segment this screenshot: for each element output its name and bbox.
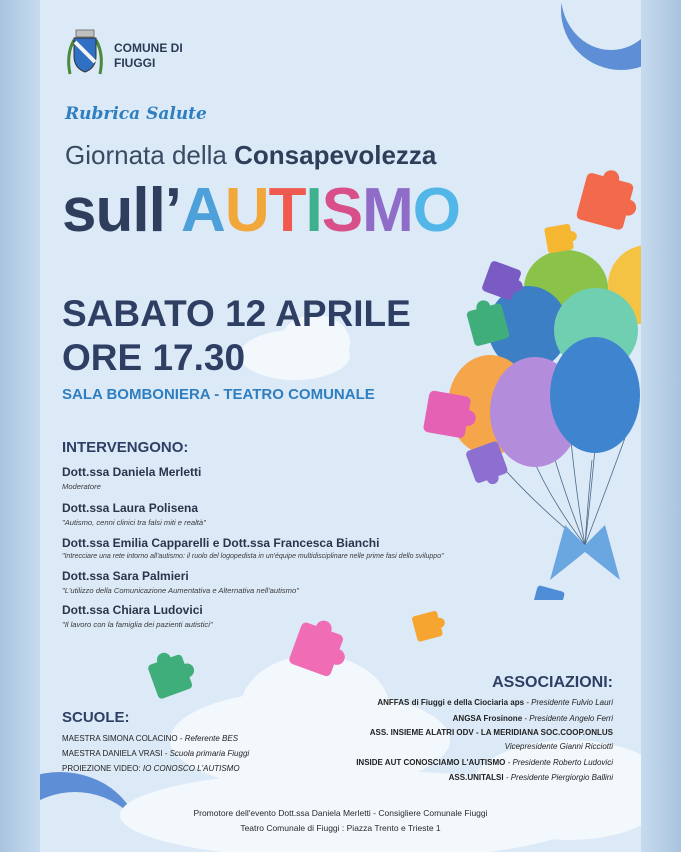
associazione-item <box>505 742 613 751</box>
scuola-sub: IO CONOSCO L'AUTISMO <box>142 764 240 773</box>
puzzle-piece-pink <box>286 618 350 682</box>
puzzle-piece-green <box>144 648 200 704</box>
associazione-sub: - Presidente Angelo Ferri <box>522 714 613 723</box>
event-time: ORE 17.30 <box>62 337 246 378</box>
speaker-item <box>62 569 299 595</box>
associazione-item <box>449 773 613 782</box>
speaker-name: Dott.ssa Sara Palmieri <box>62 569 189 583</box>
associazione-main: ANFFAS di Fiuggi e della Ciociaria aps <box>377 698 525 707</box>
event-poster <box>40 0 641 852</box>
rubrica-label: Rubrica Salute <box>65 104 207 124</box>
associazione-sub: - Presidente Fulvio Lauri <box>524 698 613 707</box>
title-line2 <box>62 175 460 246</box>
scuola-main: PROIEZIONE VIDEO: <box>62 764 143 773</box>
speaker-description: "Intrecciare una rete intorno all'autismo: il ruolo del logopedista in un'équipe multidisciplinare nelle prime fasi dello sviluppo" <box>62 553 444 560</box>
associazione-sub: - Presidente Roberto Ludovici <box>505 758 613 767</box>
speaker-name: Dott.ssa Emilia Capparelli e Dott.ssa Francesca Bianchi <box>62 536 380 550</box>
scuola-main: MAESTRA DANIELA VRASI <box>62 749 163 758</box>
footer-promotore: Promotore dell'evento Dott.ssa Daniela Merletti - Consigliere Comunale Fiuggi <box>193 808 488 818</box>
associazione-item <box>453 714 613 723</box>
associazione-item <box>356 758 613 767</box>
speaker-description: Moderatore <box>62 482 101 491</box>
associazioni-heading: ASSOCIAZIONI: <box>492 674 613 691</box>
autismo-letter: S <box>321 176 363 245</box>
associazione-sub: Vicepresidente Gianni Ricciotti <box>504 742 613 751</box>
speaker-item <box>62 465 201 491</box>
associazione-main: INSIDE AUT CONOSCIAMO L'AUTISMO <box>356 758 506 767</box>
footer-address: Teatro Comunale di Fiuggi : Piazza Trento e Trieste 1 <box>240 823 441 833</box>
associazione-sub: - Presidente Piergiorgio Ballini <box>503 773 613 782</box>
associazione-item <box>377 698 613 707</box>
scuola-sub: - Scuola primaria Fiuggi <box>162 749 250 758</box>
title-autismo <box>181 175 460 246</box>
scuola-item <box>62 764 240 773</box>
comune-line2: FIUGGI <box>114 56 156 70</box>
title-line1 <box>65 140 436 171</box>
autismo-letter: A <box>181 176 225 245</box>
puzzle-piece <box>531 585 571 600</box>
speaker-item <box>62 603 213 629</box>
puzzle-piece <box>544 223 579 254</box>
balloon <box>550 337 640 453</box>
scuole-heading: SCUOLE: <box>62 709 130 726</box>
title-sull: sull’ <box>62 176 182 245</box>
autismo-letter: I <box>305 176 322 245</box>
intervengono-heading: INTERVENGONO: <box>62 439 189 456</box>
associazione-item <box>370 728 613 737</box>
puzzle-piece-orange <box>408 605 448 645</box>
scuola-item <box>62 734 238 743</box>
autismo-letter: M <box>362 176 413 245</box>
speaker-name: Dott.ssa Chiara Ludovici <box>62 603 203 617</box>
comune-label <box>114 41 183 71</box>
associazione-main: ASS.UNITALSI <box>448 773 504 782</box>
speaker-item <box>62 501 206 527</box>
scuola-main: MAESTRA SIMONA COLACINO <box>62 734 178 743</box>
speaker-description: "L'utilizzo della Comunicazione Aumentativa e Alternativa nell'autismo" <box>62 586 299 595</box>
speaker-description: "Autismo, cenni clinici tra falsi miti e realtà" <box>62 518 206 527</box>
scuola-sub: - Referente BES <box>177 734 239 743</box>
event-datetime <box>62 292 411 380</box>
event-date: SABATO 12 APRILE <box>62 293 411 334</box>
speaker-item <box>62 536 444 560</box>
speaker-description: "Il lavoro con la famiglia dei pazienti autistici" <box>62 620 213 629</box>
event-place: SALA BOMBONIERA - TEATRO COMUNALE <box>62 386 375 403</box>
puzzle-balloons-illustration <box>420 160 641 600</box>
title-part2: Consapevolezza <box>234 140 437 170</box>
associazione-main: ASS. INSIEME ALATRI ODV - LA MERIDIANA SOC.COOP.ONLUS <box>369 728 613 737</box>
autismo-letter: U <box>224 176 269 245</box>
speaker-name: Dott.ssa Laura Polisena <box>62 501 199 515</box>
autismo-letter: T <box>268 176 306 245</box>
associazione-main: ANGSA Frosinone <box>452 714 523 723</box>
coat-of-arms-logo <box>64 26 106 78</box>
title-part1: Giornata della <box>65 140 235 170</box>
puzzle-piece <box>576 164 641 233</box>
comune-line1: COMUNE DI <box>114 41 183 55</box>
scuola-item <box>62 749 249 758</box>
speaker-name: Dott.ssa Daniela Merletti <box>62 465 202 479</box>
autismo-letter: O <box>412 176 460 245</box>
